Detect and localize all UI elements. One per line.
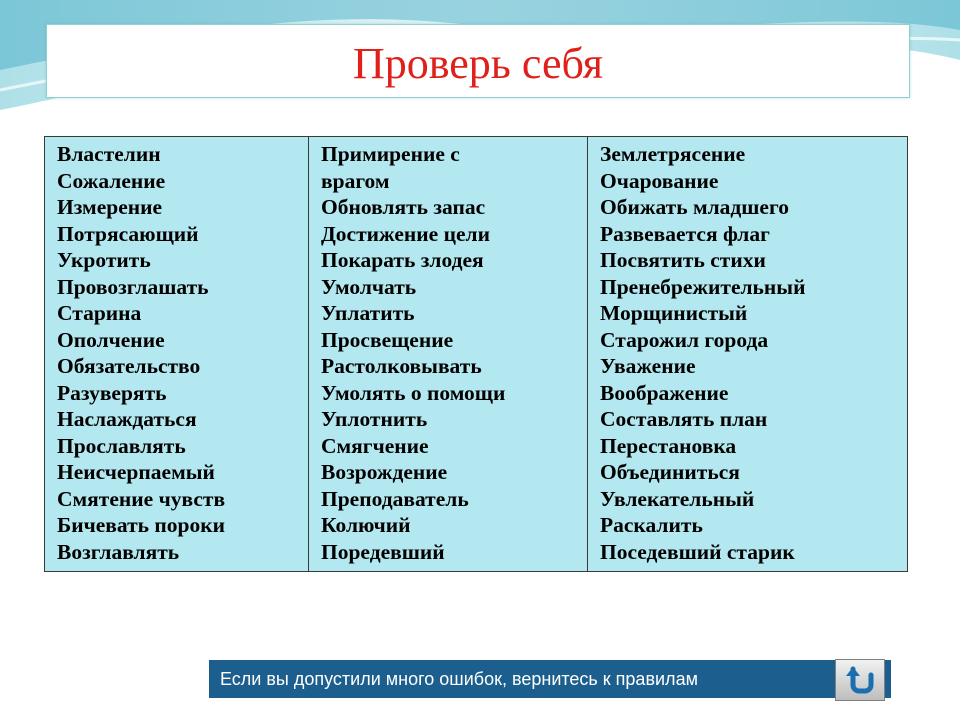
word-item: Очарование [600, 168, 719, 193]
word-item: Растолковывать [321, 354, 482, 378]
word-item: Колючий [321, 513, 411, 537]
title-box [46, 24, 910, 98]
slide-title: Проверь себя [352, 38, 603, 88]
word-item: Неисчерпаемый [57, 460, 215, 484]
table-column-2 [309, 137, 588, 571]
word-item: Развевается флаг [600, 221, 770, 246]
word-item: Поседевший старик [600, 539, 795, 564]
word-item: Уважение [600, 354, 696, 378]
table-column-3 [588, 137, 907, 571]
word-item: Бичевать пороки [57, 513, 226, 537]
word-item: Перестановка [600, 433, 737, 458]
word-item: Обижать младшего [600, 195, 789, 219]
word-item: Возрождение [321, 460, 448, 484]
word-item: Возглавлять [57, 539, 180, 564]
word-item: Увлекательный [600, 486, 755, 511]
word-item: Смятение чувств [57, 486, 226, 511]
word-item: Обновлять запас [321, 195, 486, 219]
word-item: Уплотнить [321, 407, 428, 431]
word-item: Землетрясение [600, 142, 746, 166]
word-item: Укротить [57, 248, 151, 272]
footer-hint-text: Если вы допустили много ошибок, вернитесь к правилам [220, 669, 698, 689]
word-item: Посвятить стихи [600, 248, 766, 272]
word-item: Поредевший [321, 539, 445, 564]
footer-bar [209, 660, 891, 698]
words-table [44, 136, 908, 572]
word-item: Примирение с [321, 142, 460, 166]
word-item: Старожил города [600, 327, 769, 352]
word-item: Просвещение [321, 327, 454, 352]
word-item: Наслаждаться [57, 407, 197, 431]
word-item: Раскалить [600, 513, 703, 537]
word-item: Морщинистый [600, 301, 748, 325]
word-item: Старина [57, 301, 142, 325]
word-item: Умолчать [321, 274, 417, 299]
word-item: Властелин [57, 142, 161, 166]
word-item: Воображение [600, 380, 729, 405]
word-item: Уплатить [321, 301, 415, 325]
word-item: Достижение цели [321, 221, 490, 246]
word-item: Пренебрежительный [600, 274, 806, 299]
return-arrow-icon [843, 665, 877, 695]
word-item: врагом [321, 168, 390, 193]
word-item: Умолять о помощи [321, 380, 506, 405]
word-item: Измерение [57, 195, 163, 219]
word-item: Обязательство [57, 354, 201, 378]
word-item: Составлять план [600, 407, 768, 431]
word-item: Прославлять [57, 433, 186, 458]
word-item: Преподаватель [321, 486, 469, 511]
word-item: Разуверять [57, 380, 167, 405]
word-item: Сожаление [57, 168, 166, 193]
table-column-1 [45, 137, 309, 571]
word-item: Провозглашать [57, 274, 209, 299]
word-item: Ополчение [57, 327, 165, 352]
return-to-rules-button[interactable] [835, 659, 885, 701]
word-item: Объединиться [600, 460, 740, 484]
word-item: Смягчение [321, 433, 429, 458]
word-item: Покарать злодея [321, 248, 484, 272]
word-item: Потрясающий [57, 221, 199, 246]
